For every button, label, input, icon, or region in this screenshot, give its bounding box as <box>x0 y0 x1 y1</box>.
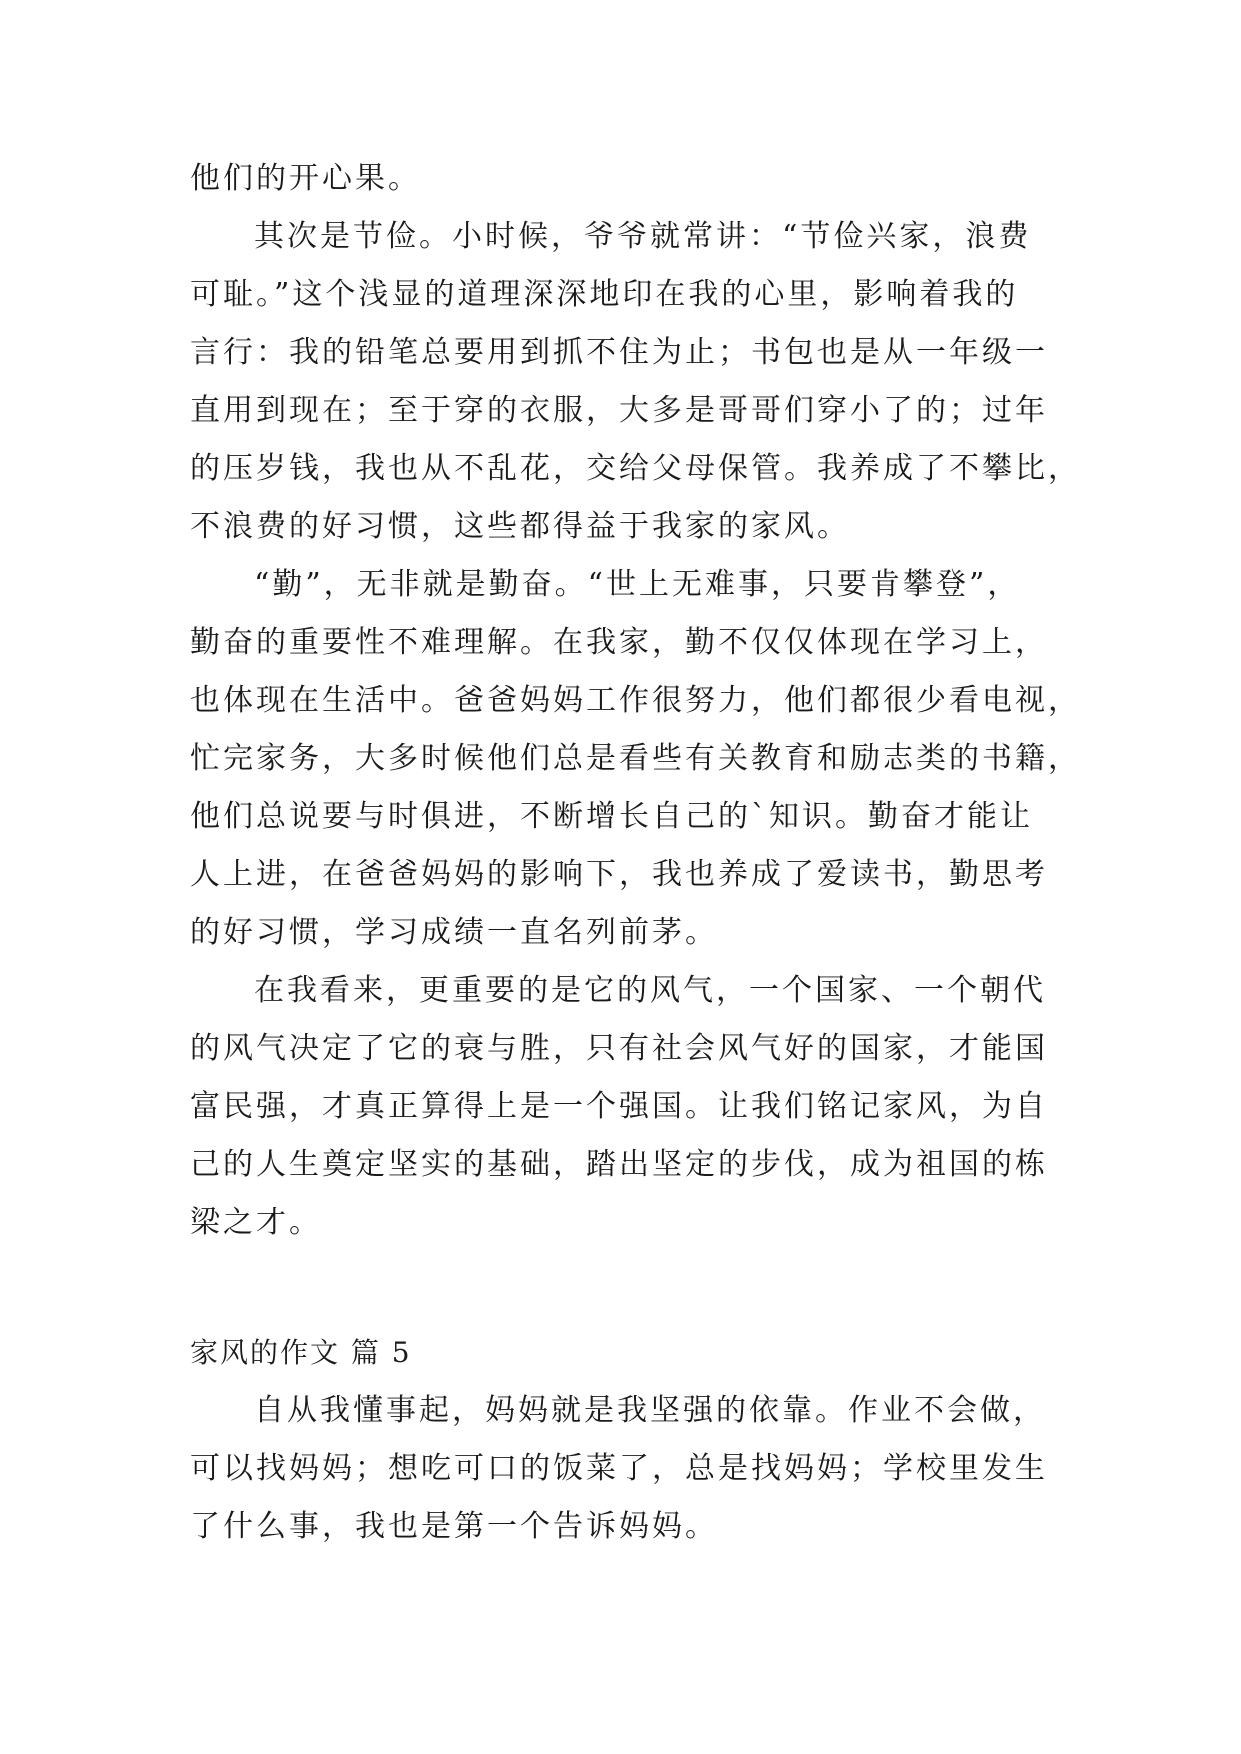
text-line: 的风气决定了它的衰与胜，只有社会风气好的国家，才能国 <box>190 1031 1048 1066</box>
text-line: “勤”，无非就是勤奋。“世上无难事，只要肯攀登”， <box>254 567 1021 602</box>
text-line: 也体现在生活中。爸爸妈妈工作很努力，他们都很少看电视， <box>190 683 1081 718</box>
text-line: 他们的开心果。 <box>190 161 421 196</box>
text-line: 的压岁钱，我也从不乱花，交给父母保管。我养成了不攀比， <box>190 451 1081 486</box>
text-line: 自从我懂事起，妈妈就是我坚强的依靠。作业不会做， <box>254 1393 1046 1428</box>
paragraph <box>190 1382 1060 1556</box>
text-line: 勤奋的重要性不难理解。在我家，勤不仅仅体现在学习上， <box>190 625 1048 660</box>
paragraph <box>190 208 1081 556</box>
text-line: 忙完家务，大多时候他们总是看些有关教育和励志类的书籍， <box>190 741 1081 776</box>
text-line: 可以找妈妈；想吃可口的饭菜了，总是找妈妈；学校里发生 <box>190 1451 1048 1486</box>
paragraph <box>190 556 1081 962</box>
body-text <box>190 150 1081 1556</box>
text-line: 他们总说要与时俱进，不断增长自己的`知识。勤奋才能让 <box>190 799 1033 834</box>
text-line: 其次是节俭。小时候，爷爷就常讲：“节俭兴家，浪费 <box>254 219 1032 254</box>
text-line: 己的人生奠定坚实的基础，踏出坚定的步伐，成为祖国的栋 <box>190 1147 1048 1182</box>
text-line: 言行：我的铅笔总要用到抓不住为止；书包也是从一年级一 <box>190 335 1048 370</box>
paragraph <box>190 150 1060 208</box>
paragraph <box>190 962 1060 1252</box>
section-heading: 家风的作文 篇 5 <box>190 1336 412 1369</box>
text-line: 了什么事，我也是第一个告诉妈妈。 <box>190 1509 718 1544</box>
section-spacer <box>190 1252 1060 1324</box>
text-line: 的好习惯，学习成绩一直名列前茅。 <box>190 915 718 950</box>
text-line: 直用到现在；至于穿的衣服，大多是哥哥们穿小了的；过年 <box>190 393 1048 428</box>
text-line: 可耻。”这个浅显的道理深深地印在我的心里，影响着我的 <box>190 277 1019 312</box>
text-line: 梁之才。 <box>190 1205 322 1240</box>
text-line: 不浪费的好习惯，这些都得益于我家的家风。 <box>190 509 850 544</box>
text-line: 在我看来，更重要的是它的风气，一个国家、一个朝代 <box>254 973 1046 1008</box>
text-line: 富民强，才真正算得上是一个强国。让我们铭记家风，为自 <box>190 1089 1048 1124</box>
text-line: 人上进，在爸爸妈妈的影响下，我也养成了爱读书，勤思考 <box>190 857 1048 892</box>
